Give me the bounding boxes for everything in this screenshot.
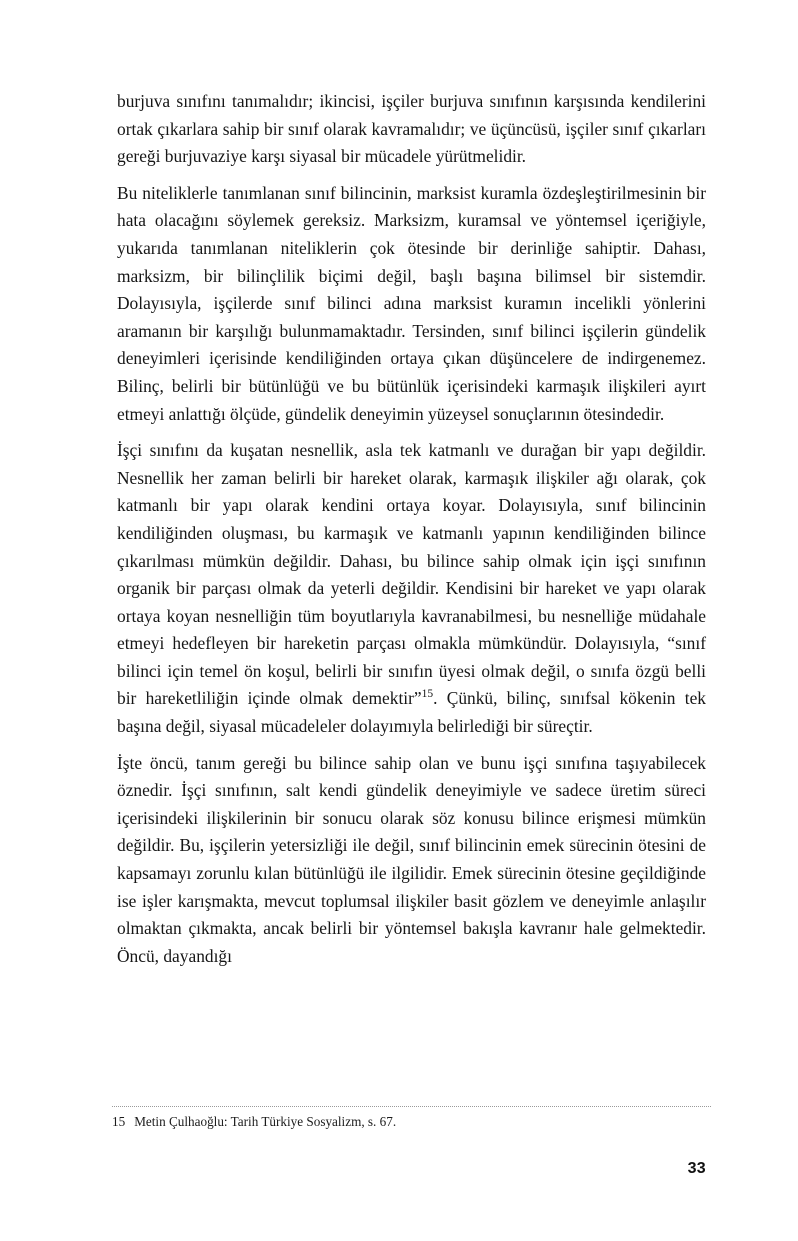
body-paragraph: burjuva sınıfını tanımalıdır; ikincisi, işçiler burjuva sınıfının karşısında kendilerini ortak çıkarlara sahip bir sınıf olarak kavramalıdır; ve üçüncüsü, işçiler sınıf çıkarları gereği burjuvaziye karşı siyasal bir mücadele yürütmelidir. xyxy=(117,91,706,167)
footnote-number: 15 xyxy=(112,1114,126,1129)
body-paragraph: İşte öncü, tanım gereği bu bilince sahip olan ve bunu işçi sınıfına taşıyabilecek öznedir. İşçi sınıfının, salt kendi gündelik deneyimiyle ve sadece üretim süreci içerisindeki ilişkilerinin bir sonucu olarak söz konusu bilince erişmesi mümkün değildir. Bu, işçilerin yetersizliği ile değil, sınıf bilincinin emek sürecinin ötesini de kapsamayı zorunlu kılan bütünlüğü ile ilgilidir. Emek sürecinin ötesine geçildiğinde ise işler karışmakta, mevcut toplumsal ilişkiler basit gözlem ve deneyimle anlaşılır olmaktan çıkmakta, ancak belirli bir yöntemsel bakışla kavranır hale gelmektedir. Öncü, dayandığı xyxy=(117,752,706,966)
body-paragraph: Bu niteliklerle tanımlanan sınıf bilincinin, marksist kuramla özdeşleştirilmesinin bir hata olacağını söylemek gereksiz. Marksizm, kuramsal ve yöntemsel içeriğiyle, yukarıda tanımlanan niteliklerin çok ötesinde bir derinliğe sahiptir. Dahası, marksizm, bir bilinçlilik biçimi değil, başlı başına bilimsel bir sistemdir. Dolayısıyla, işçilerde sınıf bilinci adına marksist kuramın incelikli yönlerini aramanın bir karşılığı bulunmamaktadır. Tersinden, sınıf bilinci işçilerin gündelik deneyimleri içerisinde kendiliğinden ortaya çıkan düşüncelere de indirgenemez. Bilinç, belirli bir bütünlüğü ve bu bütünlük içerisindeki karmaşık ilişkileri ayırt etmeyi anlattığı ölçüde, gündelik deneyimin yüzeysel sonuçlarının ötesindedir. xyxy=(117,182,706,424)
body-paragraph xyxy=(117,437,706,741)
page-number: 33 xyxy=(687,1160,706,1177)
paragraph-text: İşçi sınıfını da kuşatan nesnellik, asla tek katmanlı ve durağan bir yapı değildir. Nesnellik her zaman belirli bir hareket olarak, karmaşık ilişkiler ağı olarak, çok katmanlı bir yapı olarak kendini ortaya koyar. Dolayısıyla, sınıf bilincinin kendiliğinden oluşması, bu karmaşık ve katmanlı yapının kendiliğinden bilince çıkarılması mümkün değildir. Dahası, bu bilince sahip olmak için işçi sınıfının organik bir parçası olmak da yeterli değildir. Kendisini bir hareket ve yapı olarak ortaya koyan nesnelliğin tüm boyutlarıyla kavranabilmesi, bu nesnelliğe müdahale etmeyi hedefleyen bir hareketin parçası olmakla mümkündür. Dolayısıyla, “sınıf bilinci için temel ön koşul, belirli bir sınıfın üyesi olmak değil, o sınıfa özgü belli bir hareketliliğin içinde olmak demektir” xyxy=(117,440,706,709)
footnote-entry xyxy=(112,1113,711,1131)
footnote-separator-rule xyxy=(112,1106,711,1107)
page-body xyxy=(117,88,706,970)
footnote-reference-15[interactable]: 15 xyxy=(421,688,434,701)
footnote-citation-text: Metin Çulhaoğlu: Tarih Türkiye Sosyalizm, s. 67. xyxy=(134,1114,397,1129)
paragraph-text-tail: . Çünkü, bilinç, sınıfsal kökenin tek başına değil, siyasal mücadeleler dolayımıyla belirlediği bir süreçtir. xyxy=(117,688,706,737)
footnote-area xyxy=(112,1106,711,1131)
